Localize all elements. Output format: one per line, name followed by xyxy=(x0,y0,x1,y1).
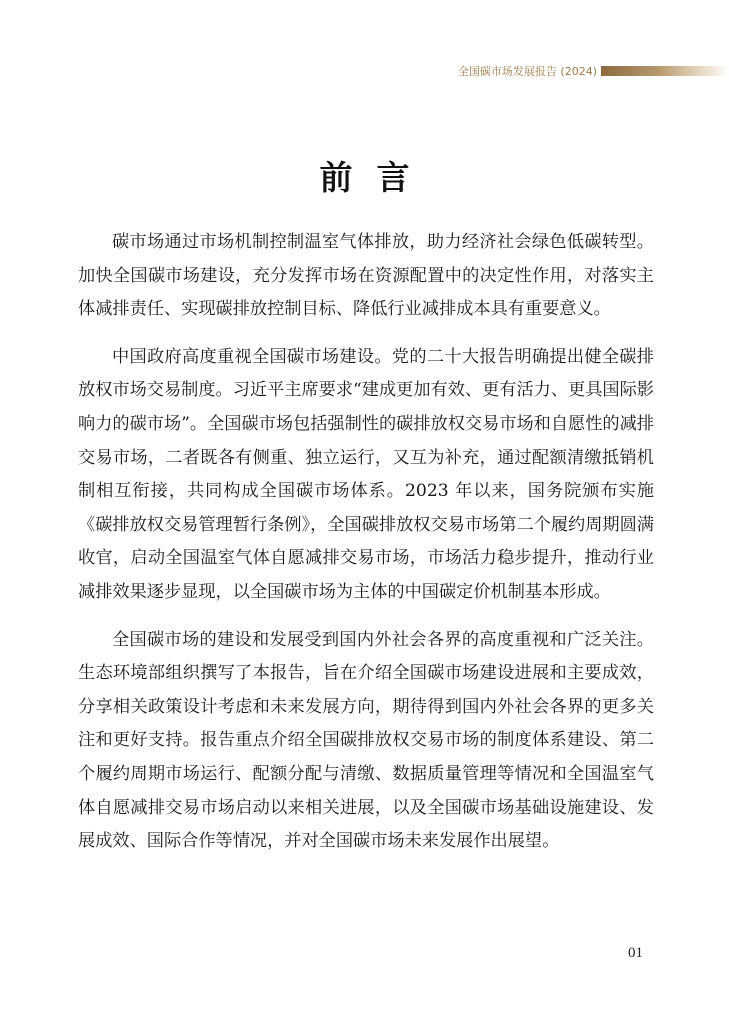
page-title: 前言 xyxy=(319,158,434,198)
page-number: 01 xyxy=(628,945,643,961)
body-text xyxy=(78,226,654,873)
paragraph-2: 中国政府高度重视全国碳市场建设。党的二十大报告明确提出健全碳排放权市场交易制度。习近平主席要求“建成更加有效、更有活力、更具国际影响力的碳市场”。全国碳市场包括强制性的碳排放权交易市场和自愿性的减排交易市场，二者既各有侧重、独立运行，又互为补充，通过配额清缴抵销机制相互衔接，共同构成全国碳市场体系。2023 年以来，国务院颁布实施《碳排放权交易管理暂行条例》，全国碳排放权交易市场第二个履约周期圆满收官，启动全国温室气体自愿减排交易市场，市场活力稳步提升，推动行业减排效果逐步显现，以全国碳市场为主体的中国碳定价机制基本形成。 xyxy=(78,346,654,602)
header-accent-bar xyxy=(601,66,729,76)
paragraph-3: 全国碳市场的建设和发展受到国内外社会各界的高度重视和广泛关注。生态环境部组织撰写了本报告，旨在介绍全国碳市场建设进展和主要成效，分享相关政策设计考虑和未来发展方向，期待得到国内外社会各界的更多关注和更好支持。报告重点介绍全国碳排放权交易市场的制度体系建设、第二个履约周期市场运行、配额分配与清缴、数据质量管理等情况和全国温室气体自愿减排交易市场启动以来相关进展，以及全国碳市场基础设施建设、发展成效、国际合作等情况，并对全国碳市场未来发展作出展望。 xyxy=(78,629,654,852)
report-title-header: 全国碳市场发展报告 (2024) xyxy=(457,65,597,78)
paragraph-1: 碳市场通过市场机制控制温室气体排放，助力经济社会绿色低碳转型。加快全国碳市场建设，充分发挥市场在资源配置中的决定性作用，对落实主体减排责任、实现碳排放控制目标、降低行业减排成本具有重要意义。 xyxy=(78,232,654,320)
